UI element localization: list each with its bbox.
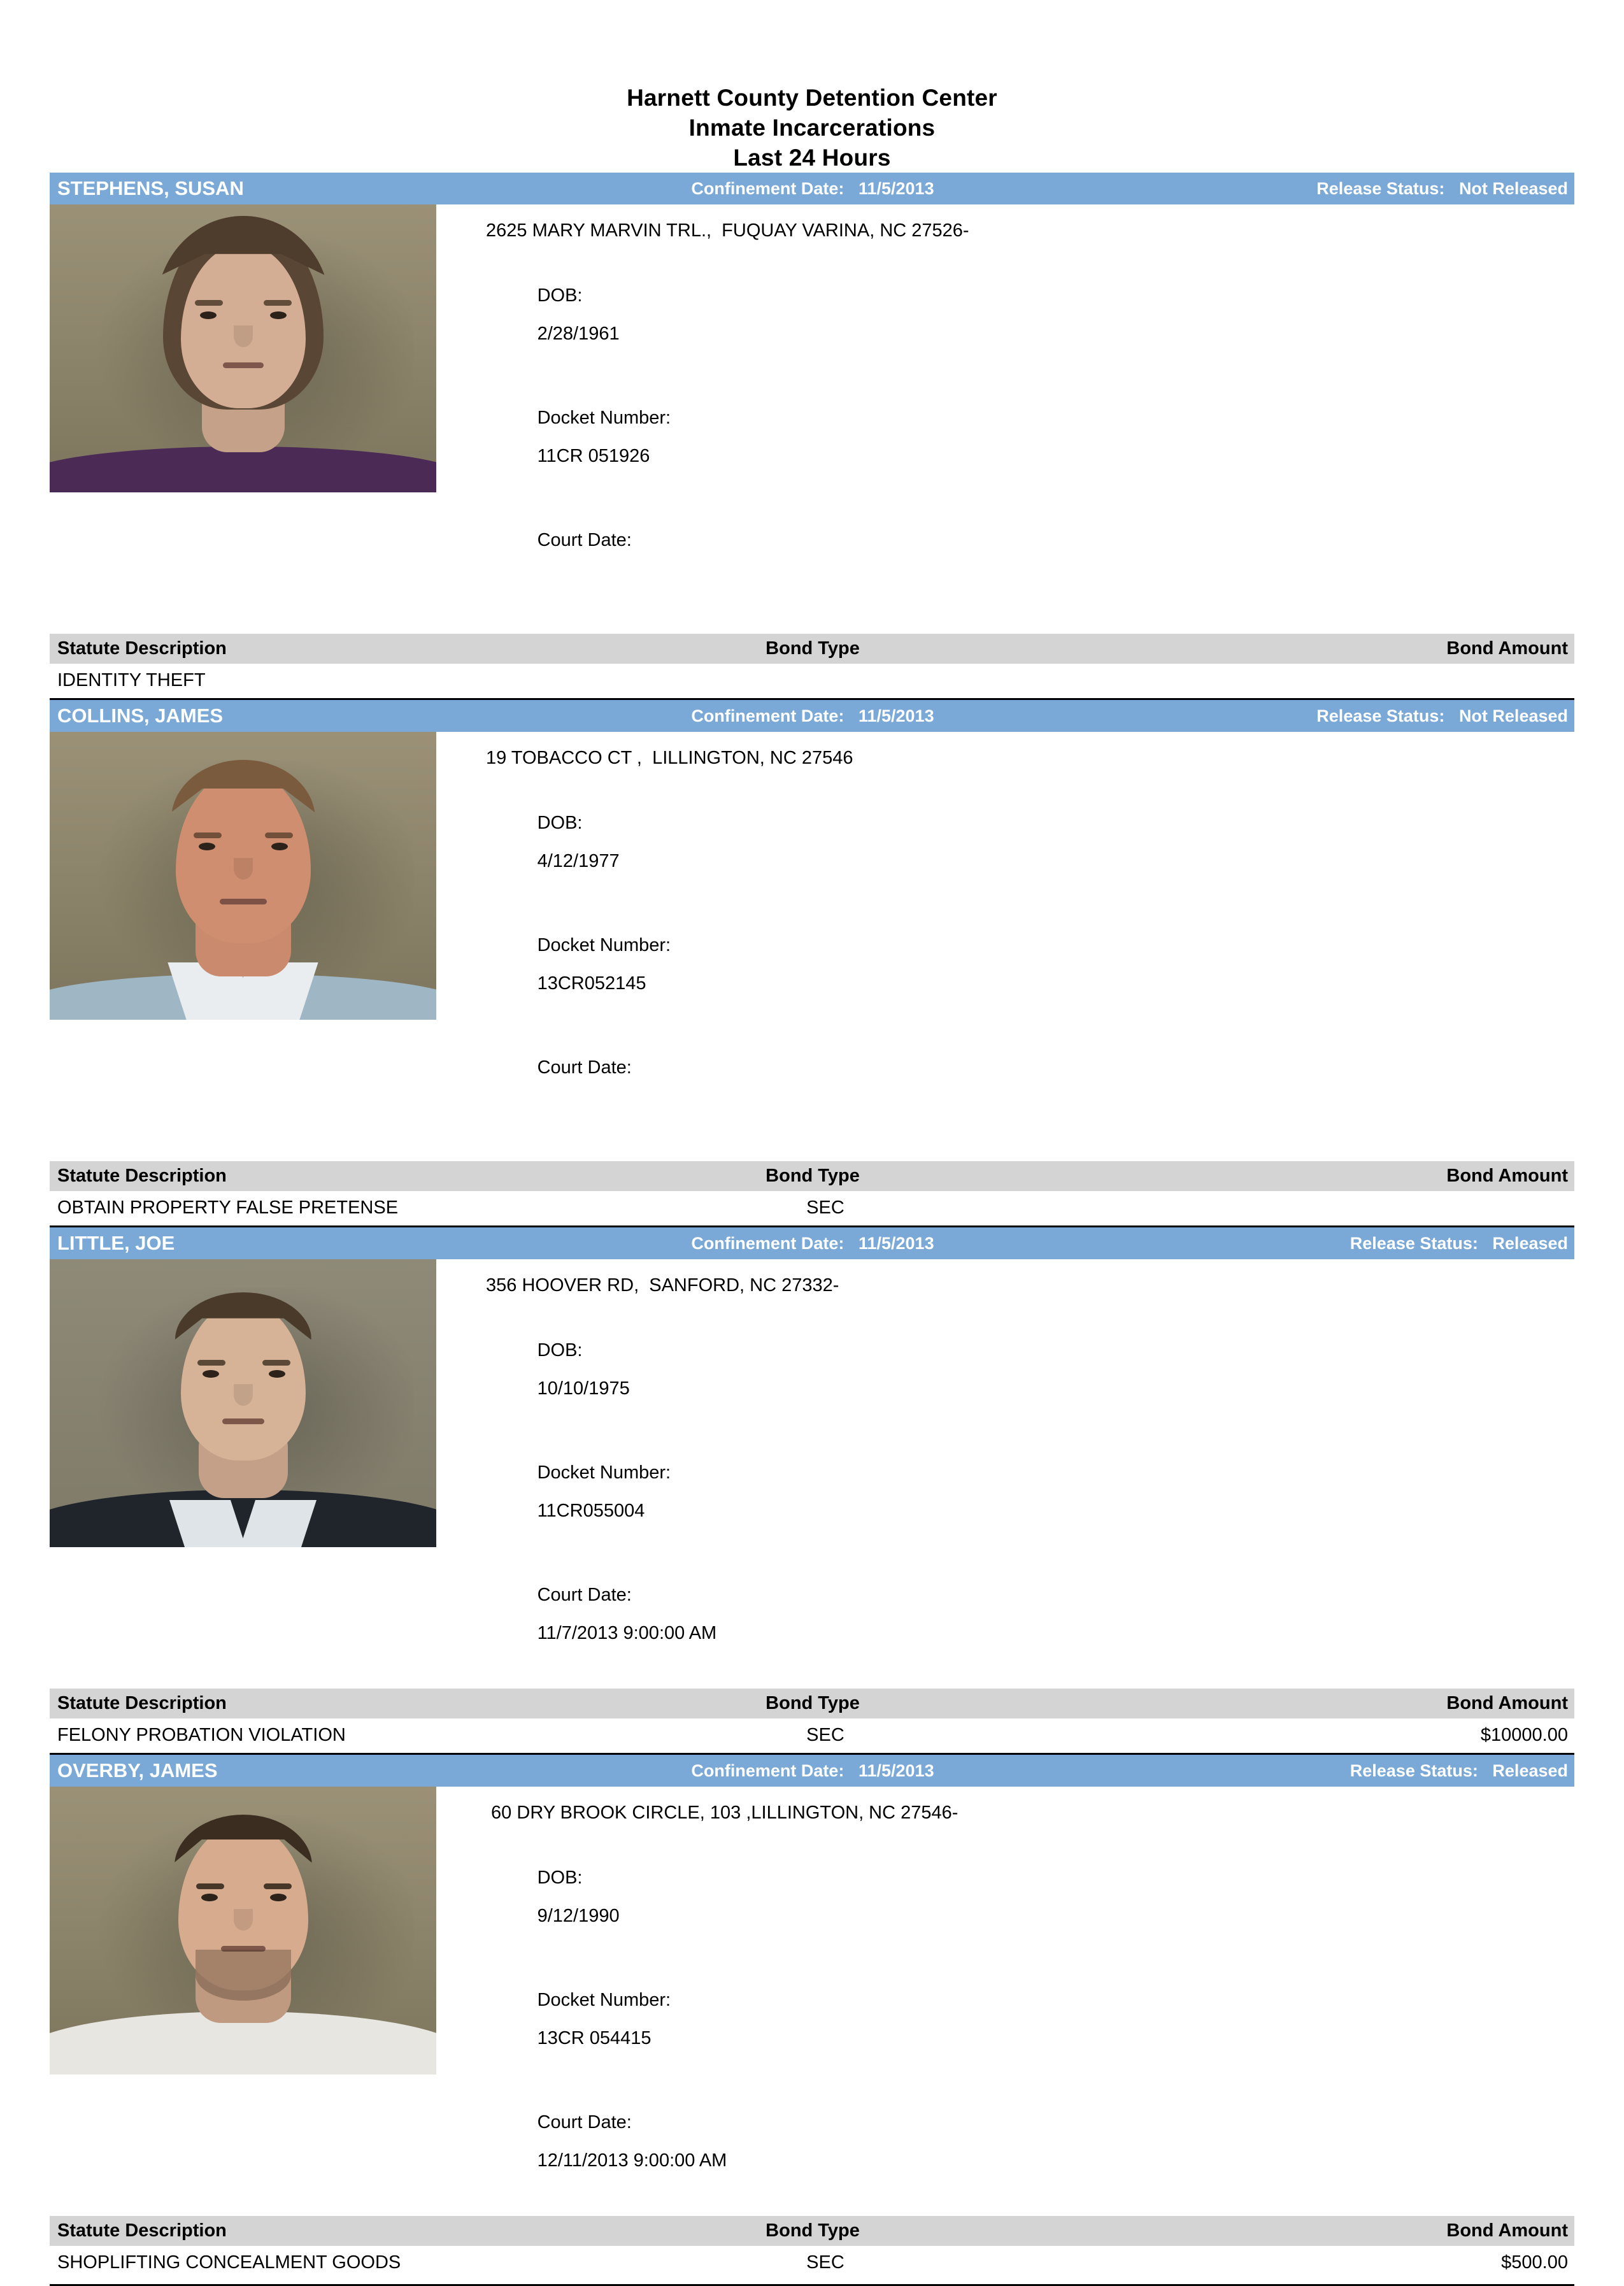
bond-type-header: Bond Type — [766, 2220, 860, 2241]
confinement-date-label: Confinement Date: — [691, 1233, 844, 1253]
charges-list — [50, 1718, 1574, 1753]
inmate-record — [50, 173, 1574, 698]
charge-row — [50, 1724, 1574, 1747]
charges-list — [50, 664, 1574, 698]
release-status — [1160, 1761, 1568, 1781]
charge-bond-amount: $10000.00 — [1480, 1725, 1568, 1745]
confinement-date — [465, 706, 1160, 726]
release-status-value: Released — [1492, 1233, 1568, 1253]
dob-label: DOB: — [537, 1868, 583, 1888]
charges-list — [50, 2246, 1574, 2280]
release-status — [1160, 706, 1568, 726]
charge-statute: FELONY PROBATION VIOLATION — [57, 1725, 346, 1745]
release-status-value: Not Released — [1458, 178, 1568, 198]
dob-line — [486, 267, 1574, 362]
confinement-date — [465, 1761, 1160, 1781]
docket-label: Docket Number: — [537, 408, 671, 428]
charges-header — [50, 634, 1574, 664]
docket-line — [486, 1971, 1574, 2067]
inmate-mugshot — [50, 204, 436, 492]
charge-bond-type: SEC — [806, 1725, 844, 1745]
record-body — [50, 204, 1574, 634]
bond-amount-header: Bond Amount — [1446, 1166, 1568, 1186]
record-body — [50, 732, 1574, 1161]
docket-label: Docket Number: — [537, 1462, 671, 1483]
court-date-line — [486, 1039, 1574, 1134]
docket-value: 13CR 054415 — [537, 2028, 652, 2048]
dob-line — [486, 1322, 1574, 1417]
charge-bond-amount: $500.00 — [1501, 2252, 1568, 2273]
charge-statute: OBTAIN PROPERTY FALSE PRETENSE — [57, 1197, 399, 1218]
docket-label: Docket Number: — [537, 935, 671, 955]
release-status-value: Released — [1492, 1761, 1568, 1780]
inmate-details — [436, 1259, 1574, 1689]
release-status-label: Release Status: — [1350, 1233, 1478, 1253]
court-date-value: 11/7/2013 9:00:00 AM — [537, 1623, 717, 1643]
docket-label: Docket Number: — [537, 1990, 671, 2010]
dob-value: 2/28/1961 — [537, 324, 620, 344]
release-status-label: Release Status: — [1316, 178, 1445, 198]
address-line: 2625 MARY MARVIN TRL., FUQUAY VARINA, NC 27526- — [486, 220, 969, 241]
bond-type-header: Bond Type — [766, 638, 860, 659]
inmate-record — [50, 1225, 1574, 1753]
inmate-name: STEPHENS, SUSAN — [57, 177, 244, 199]
release-status — [1160, 179, 1568, 199]
dob-line — [486, 794, 1574, 890]
docket-line — [486, 389, 1574, 485]
docket-value: 11CR 051926 — [537, 446, 650, 466]
title-line-1: Harnett County Detention Center — [627, 85, 997, 111]
court-date-line — [486, 511, 1574, 607]
dob-value: 4/12/1977 — [537, 851, 620, 871]
statute-description-header: Statute Description — [57, 2220, 227, 2241]
charge-statute: IDENTITY THEFT — [57, 670, 206, 690]
inmate-details — [436, 1787, 1574, 2216]
confinement-date-label: Confinement Date: — [691, 706, 844, 725]
inmate-details — [436, 732, 1574, 1161]
statute-description-header: Statute Description — [57, 638, 227, 659]
court-date-label: Court Date: — [537, 1585, 632, 1605]
dob-label: DOB: — [537, 813, 583, 833]
charge-row — [50, 2251, 1574, 2274]
confinement-date-value: 11/5/2013 — [858, 178, 934, 198]
inmate-record — [50, 698, 1574, 1225]
charge-statute: SHOPLIFTING CONCEALMENT GOODS — [57, 2252, 401, 2273]
charge-bond-type: SEC — [806, 1197, 844, 1218]
charges-list — [50, 1191, 1574, 1225]
inmate-mugshot — [50, 1259, 436, 1547]
record-header — [50, 700, 1574, 732]
bond-amount-header: Bond Amount — [1446, 638, 1568, 659]
court-date-label: Court Date: — [537, 530, 632, 550]
title-line-3: Last 24 Hours — [733, 145, 891, 171]
inmate-record — [50, 1753, 1574, 2286]
inmate-name: OVERBY, JAMES — [57, 1759, 218, 1782]
court-date-line — [486, 1566, 1574, 1662]
record-body — [50, 1787, 1574, 2216]
record-header — [50, 173, 1574, 204]
court-date-line — [486, 2094, 1574, 2189]
docket-line — [486, 917, 1574, 1012]
court-date-label: Court Date: — [537, 2112, 632, 2132]
inmate-name: LITTLE, JOE — [57, 1232, 175, 1254]
confinement-date-label: Confinement Date: — [691, 1761, 844, 1780]
bond-type-header: Bond Type — [766, 1166, 860, 1186]
address-line: 19 TOBACCO CT , LILLINGTON, NC 27546 — [486, 748, 853, 768]
court-date-label: Court Date: — [537, 1057, 632, 1078]
title-line-2: Inmate Incarcerations — [688, 115, 936, 141]
dob-value: 9/12/1990 — [537, 1906, 620, 1926]
dob-line — [486, 1849, 1574, 1945]
record-header — [50, 1755, 1574, 1787]
inmate-name: COLLINS, JAMES — [57, 704, 224, 727]
release-status-label: Release Status: — [1316, 706, 1445, 725]
confinement-date — [465, 1234, 1160, 1254]
record-header — [50, 1227, 1574, 1259]
statute-description-header: Statute Description — [57, 1166, 227, 1186]
confinement-date — [465, 179, 1160, 199]
confinement-date-value: 11/5/2013 — [858, 706, 934, 725]
record-body — [50, 1259, 1574, 1689]
bond-amount-header: Bond Amount — [1446, 2220, 1568, 2241]
charges-header — [50, 1161, 1574, 1191]
docket-line — [486, 1444, 1574, 1539]
release-status-label: Release Status: — [1350, 1761, 1478, 1780]
release-status — [1160, 1234, 1568, 1254]
confinement-date-value: 11/5/2013 — [858, 1233, 934, 1253]
address-line: 356 HOOVER RD, SANFORD, NC 27332- — [486, 1275, 839, 1296]
bond-amount-header: Bond Amount — [1446, 1693, 1568, 1713]
inmate-mugshot — [50, 732, 436, 1020]
charges-header — [50, 2216, 1574, 2246]
dob-label: DOB: — [537, 1340, 583, 1361]
inmate-mugshot — [50, 1787, 436, 2075]
confinement-date-label: Confinement Date: — [691, 178, 844, 198]
release-status-value: Not Released — [1458, 706, 1568, 725]
dob-label: DOB: — [537, 285, 583, 306]
court-date-value: 12/11/2013 9:00:00 AM — [537, 2150, 727, 2171]
statute-description-header: Statute Description — [57, 1693, 227, 1713]
charge-bond-type: SEC — [806, 2252, 844, 2273]
address-line: 60 DRY BROOK CIRCLE, 103 ,LILLINGTON, NC 27546- — [486, 1803, 958, 1823]
page-title — [50, 0, 1574, 173]
charge-row — [50, 1196, 1574, 1219]
docket-value: 13CR052145 — [537, 973, 646, 994]
dob-value: 10/10/1975 — [537, 1378, 630, 1399]
inmate-details — [436, 204, 1574, 634]
confinement-date-value: 11/5/2013 — [858, 1761, 934, 1780]
docket-value: 11CR055004 — [537, 1501, 645, 1521]
charge-row — [50, 669, 1574, 692]
charges-header — [50, 1689, 1574, 1718]
bond-type-header: Bond Type — [766, 1693, 860, 1713]
